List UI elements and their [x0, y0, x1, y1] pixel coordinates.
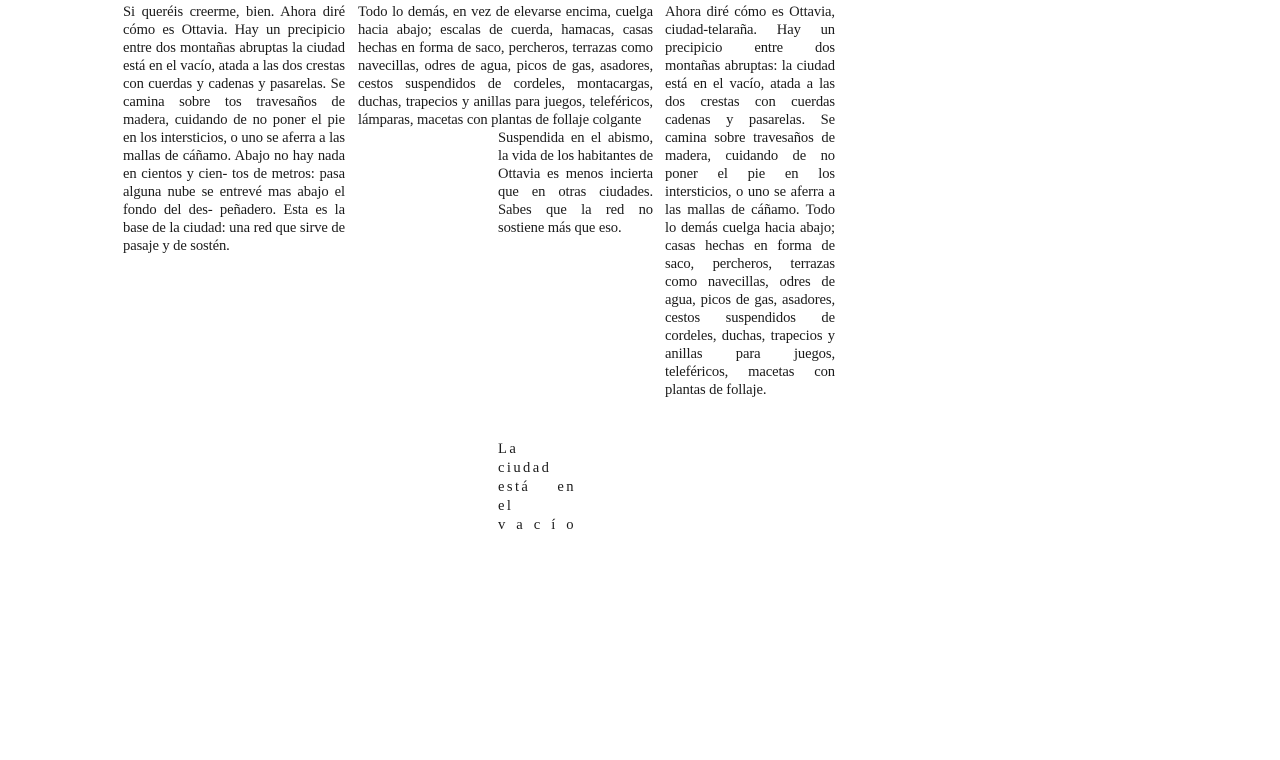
text-column-left: Si queréis creerme, bien. Ahora diré cómo es Ottavia. Hay un precipicio entre dos montañas abruptas la ciudad está en el vacío, atada a las dos crestas con cuerdas y cadenas y pasarelas. Se camina sobre tos travesaños de madera, cuidando de no poner el pie en los intersticios, o uno se aferra a las mallas de cáñamo. Abajo no hay nada en cientos y cien- tos de metros: pasa alguna nube se entrevé mas abajo el fondo del des- peñadero. Esta es la base de la ciudad: una red que sirve de pasaje y de sostén. — [123, 4, 345, 254]
text-column-middle-bottom: Suspendida en el abismo, la vida de los habitantes de Ottavia es menos incierta que en otras ciudades. Sabes que la red no sostiene más que eso. — [498, 130, 653, 236]
text-column-middle-top: Todo lo demás, en vez de elevarse encima, cuelga hacia abajo; escalas de cuerda, hamacas, casas hechas en forma de saco, percheros, terrazas como navecillas, odres de agua, picos de gas, asadores, cestos suspendidos de cordeles, montacargas, duchas, trapecios y anillas para juegos, teleféricos, lámparas, macetas con plantas de follaje colgante — [358, 4, 653, 128]
text-column-right: Ahora diré cómo es Ottavia, ciudad-telaraña. Hay un precipicio entre dos montañas abruptas: la ciudad está en el vacío, atada a las dos crestas con cuerdas cadenas y pasarelas. Se camina sobre travesaños de madera, cuidando de no poner el pie en los intersticios, o uno se aferra a las mallas de cáñamo. Todo lo demás cuelga hacia abajo; casas hechas en forma de saco, percheros, terrazas como navecillas, odres de agua, picos de gas, asadores, cestos suspendidos de cordeles, duchas, trapecios y anillas para juegos, teleféricos, macetas con plantas de follaje. — [665, 4, 835, 398]
pull-quote-line-2: está en el — [498, 479, 576, 514]
pull-quote-line-1: La ciudad — [498, 441, 552, 476]
pull-quote-line-3: v a c í o — [498, 517, 576, 533]
pull-quote — [498, 440, 576, 535]
